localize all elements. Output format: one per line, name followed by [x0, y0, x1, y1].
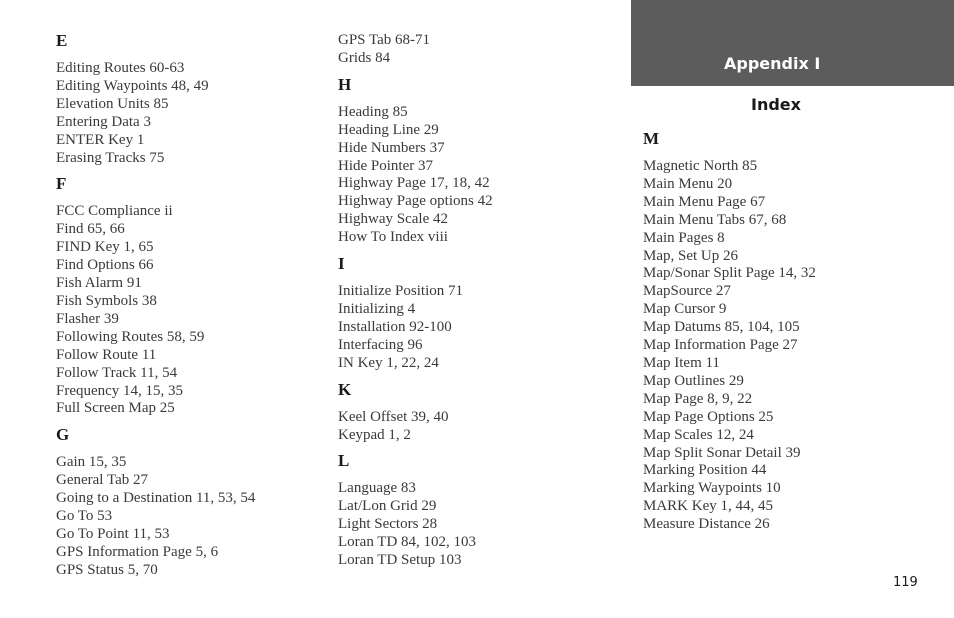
index-entry: Entering Data 3	[56, 113, 151, 130]
index-entry: Erasing Tracks 75	[56, 149, 165, 166]
index-entry: Loran TD Setup 103	[338, 552, 462, 569]
entry-list	[338, 409, 608, 445]
continued-entries	[338, 32, 608, 68]
entry-list	[338, 104, 608, 247]
index-section-f	[56, 173, 316, 418]
entry-list	[56, 203, 316, 418]
section-letter: M	[643, 129, 660, 148]
index-entry: Grids 84	[338, 49, 391, 66]
index-entry: Map Scales 12, 24	[643, 426, 754, 443]
entry-list	[338, 283, 608, 373]
index-entry: Fish Symbols 38	[56, 292, 157, 309]
index-entry: Hide Numbers 37	[338, 139, 445, 156]
index-entry: Heading Line 29	[338, 121, 439, 138]
index-entry: Magnetic North 85	[643, 158, 758, 174]
index-column-3	[643, 128, 923, 540]
index-entry: Fish Alarm 91	[56, 275, 142, 292]
entry-list	[338, 480, 608, 570]
index-entry: Loran TD 84, 102, 103	[338, 534, 477, 551]
index-entry: Map/Sonar Split Page 14, 32	[643, 265, 816, 282]
index-section-m	[643, 128, 923, 534]
index-entry: Map Split Sonar Detail 39	[643, 444, 801, 461]
index-title: Index	[751, 95, 801, 114]
index-column-1	[56, 30, 316, 586]
index-entry: Map Datums 85, 104, 105	[643, 319, 800, 336]
index-entry: Keel Offset 39, 40	[338, 408, 449, 425]
index-entry: Language 83	[338, 480, 416, 497]
section-letter: I	[338, 254, 345, 274]
index-entry: GPS Information Page 5, 6	[56, 543, 219, 560]
index-entry: ENTER Key 1	[56, 131, 145, 148]
index-entry: Highway Page options 42	[338, 193, 493, 210]
index-entry: Full Screen Map 25	[56, 400, 175, 417]
index-entry: GPS Status 5, 70	[56, 561, 158, 578]
index-entry: Go To Point 11, 53	[56, 525, 170, 542]
index-entry: Map Item 11	[643, 354, 720, 371]
index-entry: Lat/Lon Grid 29	[338, 498, 437, 515]
index-entry: Keypad 1, 2	[338, 426, 411, 443]
section-letter: H	[338, 74, 352, 94]
index-entry: How To Index viii	[338, 229, 448, 246]
page-number: 119	[893, 575, 918, 590]
index-entry: Flasher 39	[56, 310, 119, 327]
index-entry: Editing Routes 60-63	[56, 60, 185, 76]
index-entry: GPS Tab 68-71	[338, 32, 431, 48]
index-entry: Measure Distance 26	[643, 516, 770, 533]
index-entry: Light Sectors 28	[338, 516, 438, 533]
entry-list	[643, 158, 923, 534]
index-entry: Frequency 14, 15, 35	[56, 382, 184, 399]
index-entry: FIND Key 1, 65	[56, 239, 154, 256]
index-section-g	[56, 424, 316, 579]
index-entry: MapSource 27	[643, 283, 731, 300]
index-entry: Gain 15, 35	[56, 454, 127, 471]
header-band	[631, 0, 954, 86]
index-entry: Map, Set Up 26	[643, 247, 738, 264]
index-entry: Go To 53	[56, 508, 113, 525]
index-section-i	[338, 253, 608, 373]
index-entry: Hide Pointer 37	[338, 157, 433, 174]
section-letter: G	[56, 425, 70, 445]
index-entry: IN Key 1, 22, 24	[338, 354, 439, 371]
section-letter: K	[338, 379, 352, 399]
index-entry: MARK Key 1, 44, 45	[643, 498, 773, 515]
index-entry: Map Page 8, 9, 22	[643, 390, 753, 407]
index-entry: Follow Track 11, 54	[56, 364, 178, 381]
index-section-k	[338, 379, 608, 445]
index-entry: Main Pages 8	[643, 229, 725, 246]
index-entry: Map Page Options 25	[643, 408, 774, 425]
section-letter: F	[56, 174, 67, 194]
entry-list	[56, 60, 316, 167]
index-entry: Find 65, 66	[56, 221, 125, 238]
index-entry: Marking Waypoints 10	[643, 480, 781, 497]
index-section-e	[56, 30, 316, 167]
index-entry: General Tab 27	[56, 472, 148, 489]
index-entry: Map Information Page 27	[643, 337, 798, 354]
index-entry: Main Menu 20	[643, 175, 733, 192]
index-entry: FCC Compliance ii	[56, 203, 173, 220]
index-entry: Marking Position 44	[643, 462, 767, 479]
index-column-2	[338, 30, 608, 576]
index-entry: Map Outlines 29	[643, 372, 744, 389]
index-section-h	[338, 74, 608, 247]
section-letter: L	[338, 451, 350, 471]
index-entry: Initializing 4	[338, 300, 416, 317]
index-entry: Heading 85	[338, 103, 408, 120]
index-entry: Going to a Destination 11, 53, 54	[56, 490, 256, 507]
index-entry: Initialize Position 71	[338, 283, 463, 300]
index-entry: Interfacing 96	[338, 336, 423, 353]
index-entry: Main Menu Tabs 67, 68	[643, 211, 787, 228]
entry-list	[56, 454, 316, 579]
index-entry: Main Menu Page 67	[643, 193, 766, 210]
index-entry: Highway Page 17, 18, 42	[338, 175, 490, 192]
index-entry: Editing Waypoints 48, 49	[56, 77, 209, 94]
index-entry: Installation 92-100	[338, 318, 452, 335]
index-entry: Following Routes 58, 59	[56, 328, 205, 345]
index-entry: Follow Route 11	[56, 346, 157, 363]
index-entry: Find Options 66	[56, 257, 154, 274]
index-entry: Highway Scale 42	[338, 211, 448, 228]
section-letter: E	[56, 31, 68, 50]
index-section-l	[338, 450, 608, 570]
index-entry: Map Cursor 9	[643, 301, 727, 318]
index-entry: Elevation Units 85	[56, 95, 169, 112]
appendix-label: Appendix I	[724, 54, 821, 73]
